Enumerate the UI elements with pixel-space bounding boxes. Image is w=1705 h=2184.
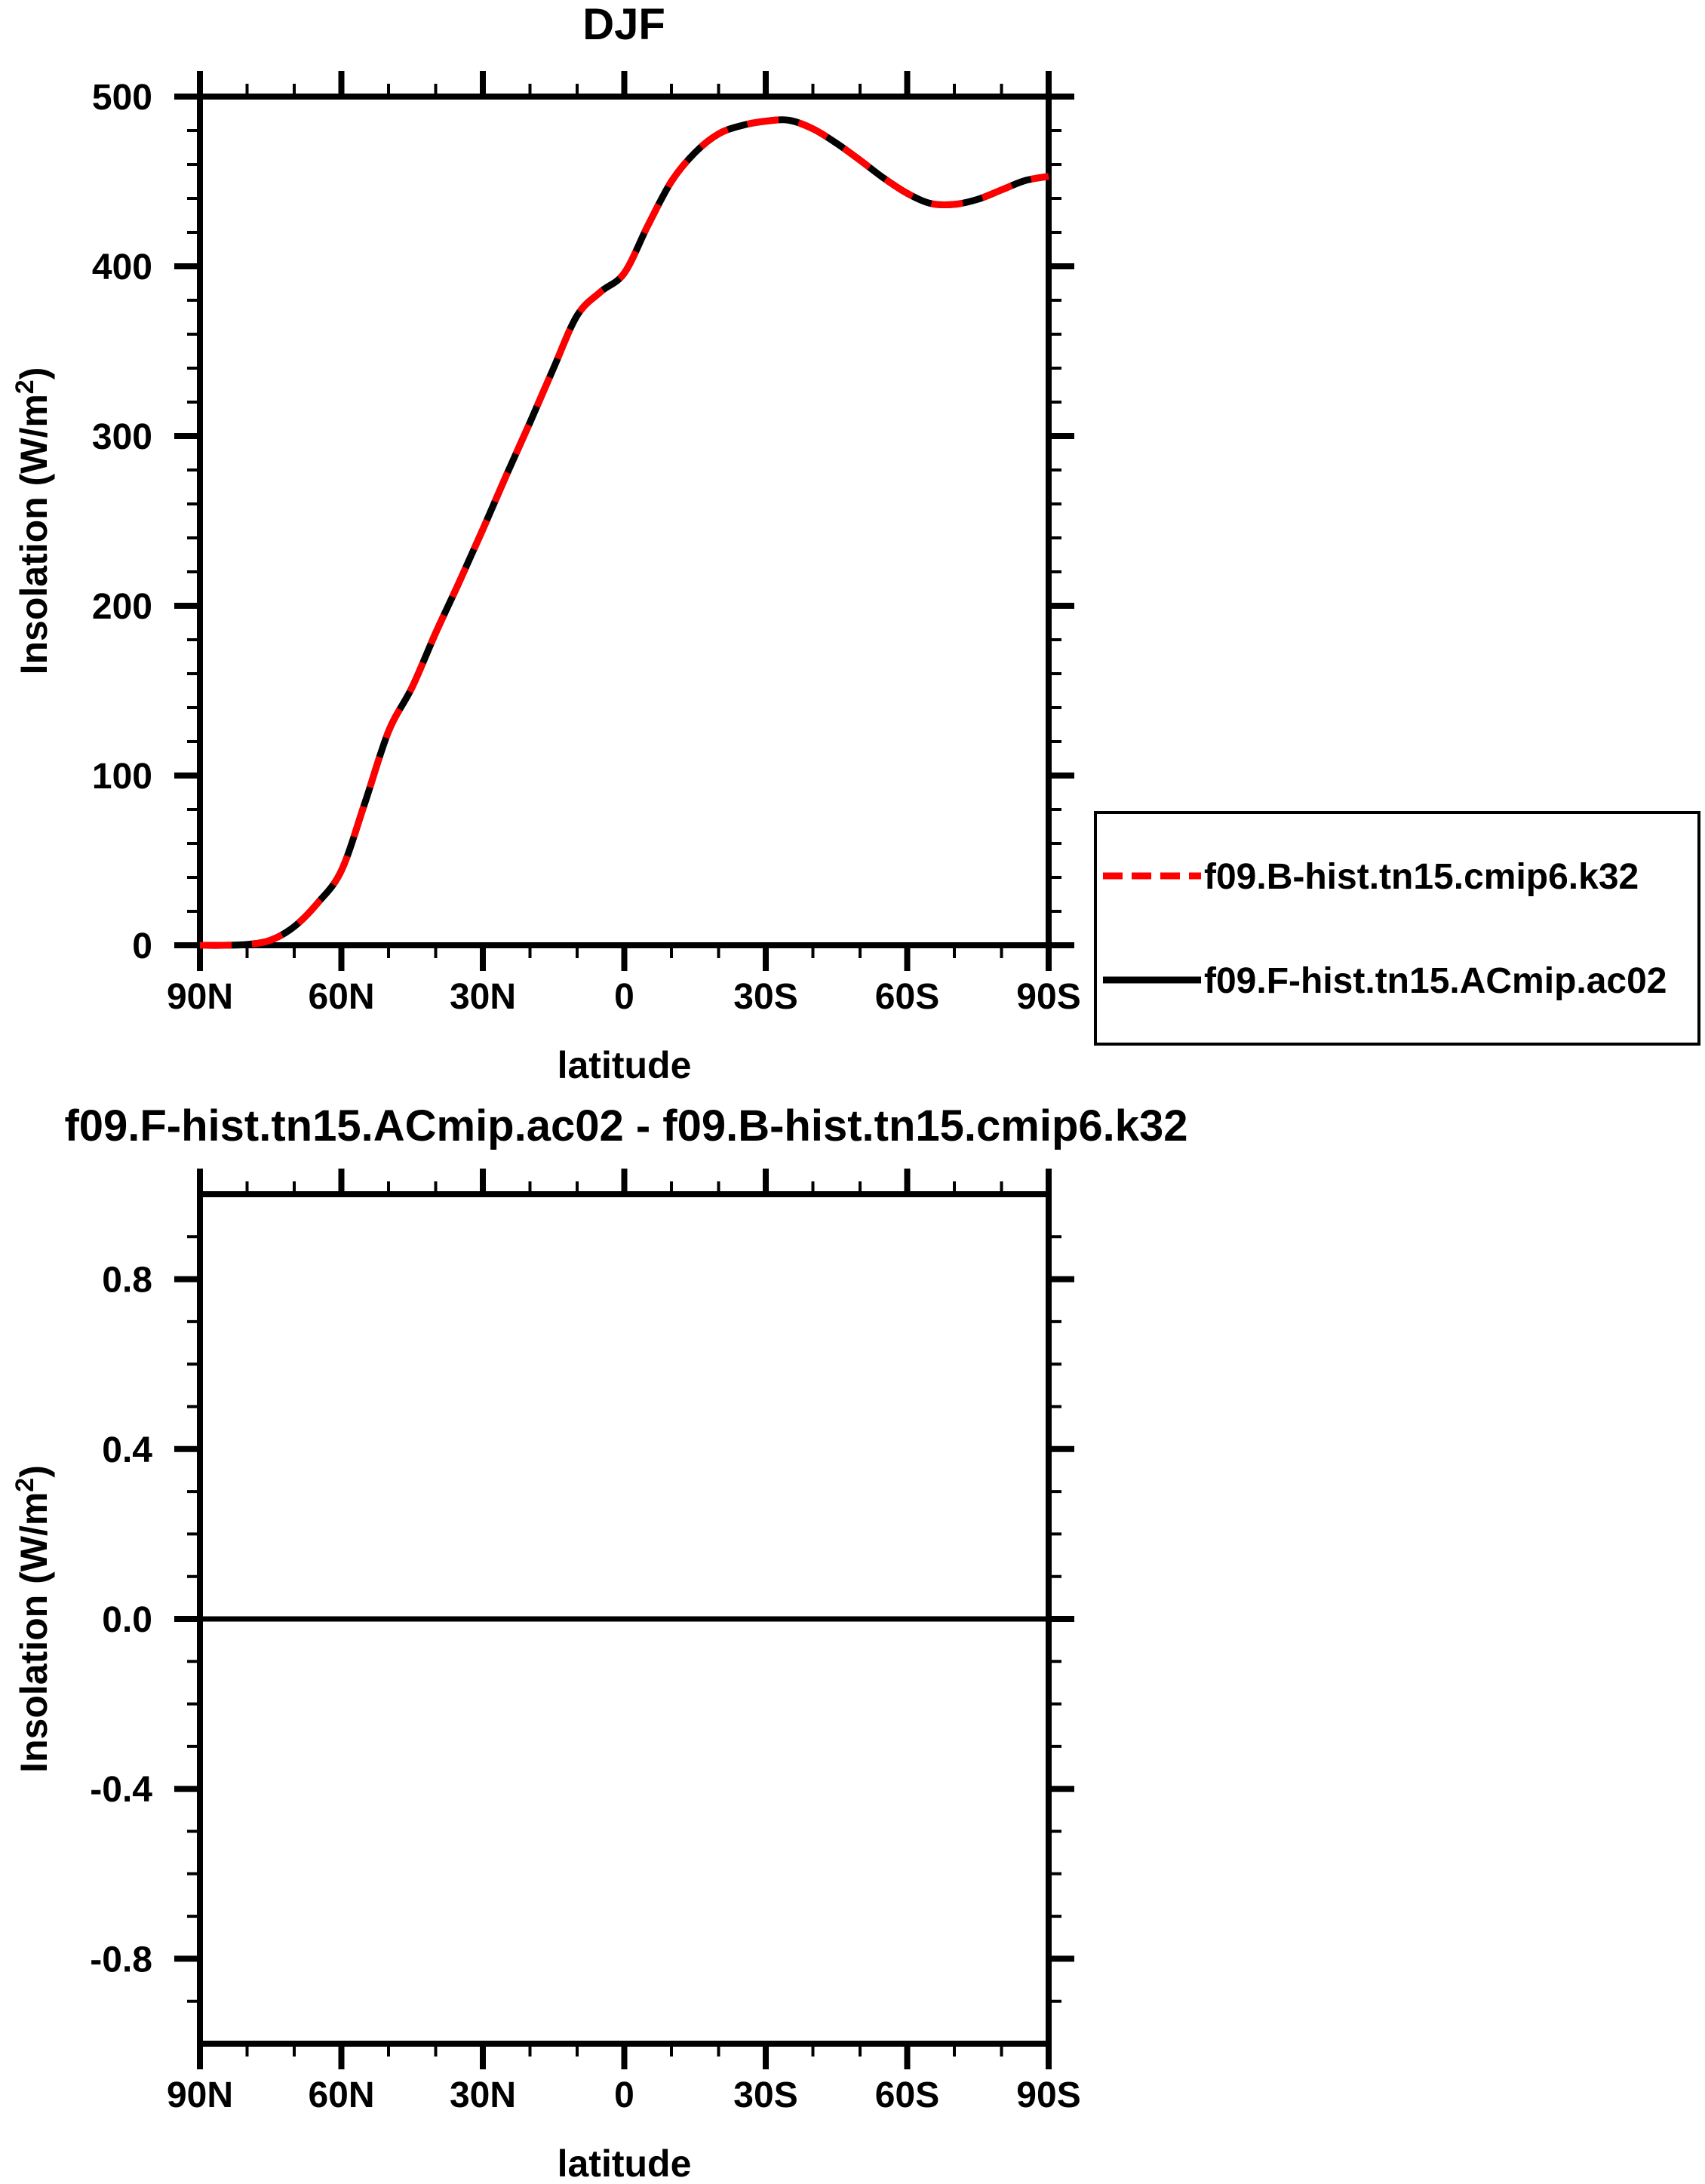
x-tick-label: 30N	[449, 2075, 517, 2115]
y-tick-label: 500	[91, 78, 152, 118]
y-axis-title	[11, 1465, 55, 1773]
x-tick-label: 60N	[308, 2075, 375, 2115]
djf-chart	[11, 0, 1081, 1086]
x-axis-title: latitude	[557, 1044, 692, 1086]
y-axis-title-sup: 2	[11, 379, 39, 395]
x-axis-title: latitude	[557, 2143, 692, 2184]
x-tick-label: 30S	[733, 2075, 798, 2115]
y-tick-label: 200	[91, 587, 152, 627]
x-tick-label: 90N	[166, 2075, 234, 2115]
y-axis-title-end: )	[13, 367, 55, 380]
y-axis-title-sup: 2	[11, 1477, 39, 1492]
chart-title: DJF	[582, 0, 665, 49]
x-tick-label: 60N	[308, 977, 375, 1017]
y-tick-label: 0.4	[102, 1430, 152, 1470]
x-tick-label: 60S	[874, 977, 940, 1017]
x-tick-label: 60S	[874, 2075, 940, 2115]
y-axis-title-main: Insolation (W/m	[13, 394, 55, 675]
y-axis-title	[11, 367, 55, 675]
y-tick-label: 0	[132, 926, 152, 966]
series-line-dashed	[200, 120, 1049, 945]
x-tick-label: 90S	[1016, 2075, 1081, 2115]
y-tick-label: 400	[91, 247, 152, 287]
y-tick-label: 100	[91, 757, 152, 797]
x-tick-label: 90N	[166, 977, 234, 1017]
x-tick-label: 30N	[449, 977, 517, 1017]
chart-title: f09.F-hist.tn15.ACmip.ac02 - f09.B-hist.tn15.cmip6.k32	[64, 1101, 1188, 1150]
legend-entry-label: f09.B-hist.tn15.cmip6.k32	[1204, 857, 1639, 897]
y-axis-title-main: Insolation (W/m	[13, 1491, 55, 1773]
legend-entry-label: f09.F-hist.tn15.ACmip.ac02	[1204, 961, 1667, 1001]
y-tick-label: 0.0	[102, 1600, 152, 1640]
y-tick-label: 0.8	[102, 1260, 152, 1301]
x-tick-label: 0	[614, 977, 634, 1017]
plot-frame	[200, 97, 1049, 945]
y-tick-label: -0.4	[90, 1770, 152, 1811]
difference-chart	[11, 1101, 1188, 2184]
x-tick-label: 0	[614, 2075, 634, 2115]
x-tick-label: 30S	[733, 977, 798, 1017]
legend	[1095, 812, 1699, 1044]
legend-box	[1095, 812, 1699, 1044]
y-tick-label: -0.8	[90, 1940, 152, 1980]
y-tick-label: 300	[91, 417, 152, 457]
y-axis-title-end: )	[13, 1465, 55, 1478]
x-tick-label: 90S	[1016, 977, 1081, 1017]
series-line-solid	[200, 120, 1049, 945]
